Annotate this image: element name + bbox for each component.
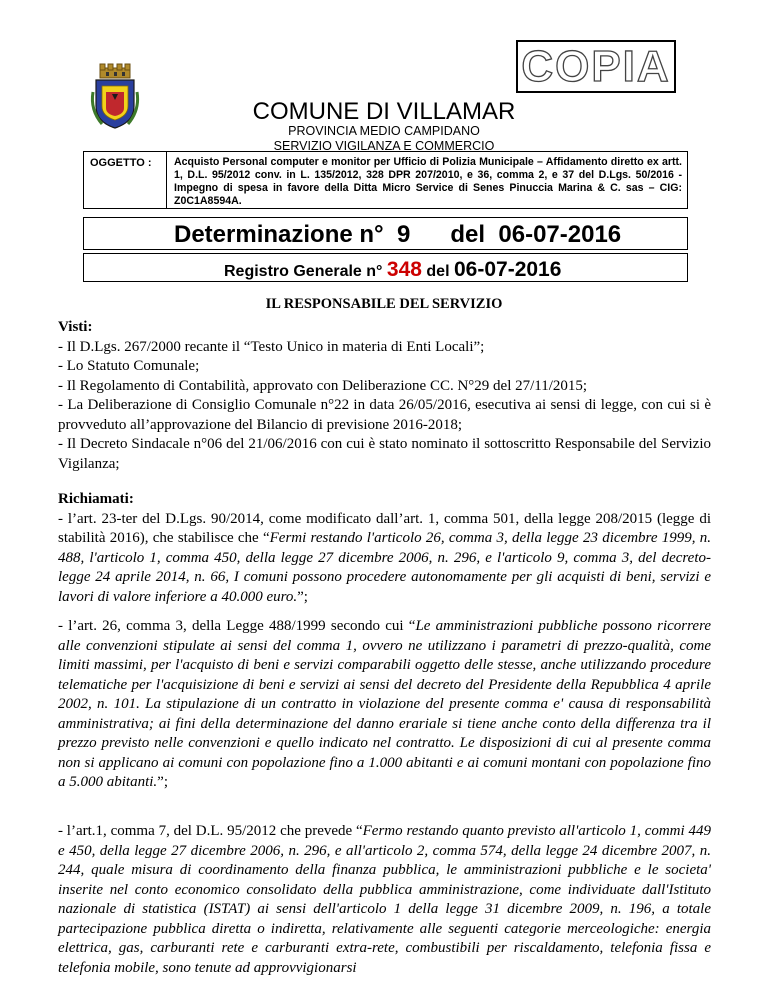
determinazione-box (83, 217, 688, 250)
copia-stamp-text: COPIA (521, 41, 671, 91)
visti-item: - Il D.Lgs. 267/2000 recante il “Testo Unico in materia di Enti Locali”; (58, 338, 485, 355)
determinazione-heading (174, 221, 621, 249)
oggetto-label: OGGETTO : (90, 157, 152, 169)
determinazione-date: 06-07-2016 (498, 221, 622, 248)
determinazione-del: del (450, 221, 486, 248)
registro-label: Registro Generale n° (224, 263, 383, 280)
determinazione-number: 9 (396, 221, 411, 248)
registro-number: 348 (386, 258, 422, 281)
p1-intro: - l’art. 23-ter del D.Lgs. 90/2014, come modificato dall’art. 1, comma 501, della legge 208/2015 (legge di stabilità 2016), che stabilisce che “ (58, 510, 711, 546)
p3-intro: - l’art.1, comma 7, del D.L. 95/2012 che prevede “ (58, 823, 363, 839)
p1-quote: Fermi restando l'articolo 26, comma 3, della legge 23 dicembre 1999, n. 488, l'articolo 1, comma 450, della legge 27 dicembre 2006, n. 296, e l'articolo 9, comma 3, del decreto-legge 24 aprile 2014, n. 66, I comuni possono procedere autonomamente per gli acquisti di beni, servizi e lavori di valore inferiore a 40.000 euro. (58, 530, 712, 605)
servizio-line: SERVIZIO VIGILANZA E COMMERCIO (273, 139, 495, 153)
oggetto-box (83, 151, 688, 209)
visti-item: - Il Regolamento di Contabilità, approvato con Deliberazione CC. N°29 del 27/11/2015; (58, 377, 588, 394)
registro-heading (224, 258, 561, 282)
oggetto-divider (166, 152, 167, 208)
p3-quote: Fermo restando quanto previsto all'articolo 1, commi 449 e 450, della legge 27 dicembre 2006, n. 296, e all'articolo 2, comma 574, della legge 24 dicembre 2007, n. 244, quale misura di coordinamento della finanza pubblica, le amministrazioni pubbliche e le societa' inserite nel conto economico consolidato della pubblica amministrazione, come individuate dall'Istituto nazionale di statistica (ISTAT) ai sensi dell'articolo 1 della legge 31 dicembre 2009, n. 196, a totale partecipazione pubblica diretta o indiretta, relativamente alle seguenti categorie merceologiche: energia elettrica, gas, carburanti rete e carburanti extra-rete, combustibili per riscaldamento, telefonia fissa e telefonia mobile, sono tenute ad approvvigionarsi (58, 823, 711, 976)
richiamati-section (58, 490, 711, 607)
comune-title: COMUNE DI VILLAMAR (252, 98, 516, 125)
p2-end: ”; (157, 774, 168, 790)
visti-label: Visti: (58, 319, 93, 335)
richiamati-paragraph-3 (58, 822, 711, 978)
section-title: IL RESPONSABILE DEL SERVIZIO (265, 296, 503, 312)
p1-end: ”; (297, 588, 308, 605)
header-subtitle (170, 124, 598, 154)
richiamati-paragraph-1 (58, 510, 711, 608)
provincia-line: PROVINCIA MEDIO CAMPIDANO (288, 124, 480, 138)
richiamati-paragraph-2 (58, 617, 711, 793)
visti-section (58, 318, 711, 474)
p2-quote: Le amministrazioni pubbliche possono ricorrere alle convenzioni stipulate ai sensi del comma 1, ovvero ne utilizzano i parametri di prezzo-qualità, come limiti massimi, per l'acquisto di beni e servizi comparabili oggetto delle stesse, anche utilizzando procedure telematiche per l'acquisizione di beni e servizi ai sensi del decreto del Presidente della Repubblica 4 aprile 2002, n. 101. La stipulazione di un contratto in violazione del presente comma e' causa di responsabilità amministrativa; ai fini della determinazione del danno erariale si tiene anche conto della differenza tra il prezzo previsto nelle convenzioni e quello indicato nel contratto. Le disposizioni di cui al presente comma non si applicano ai comuni con popolazione fino a 1.000 abitanti e ai comuni montani con popolazione fino a 5.000 abitanti. (58, 618, 712, 790)
richiamati-label: Richiamati: (58, 491, 134, 507)
registro-del: del (426, 263, 450, 280)
oggetto-text: Acquisto Personal computer e monitor per Ufficio di Polizia Municipale – Affidamento diretto ex artt. 1, D.L. 95/2012 conv. in L. 135/2012, 328 DPR 207/2010, e 36, comma 2, e 37 del D.Lgs. 50/2016 - Impegno di spesa in favore della Ditta Micro Service di Senes Pinuccia Marina & C. sas – CIG: Z0C1A8594A. (174, 156, 682, 207)
copia-stamp (516, 40, 676, 93)
visti-item: - Il Decreto Sindacale n°06 del 21/06/2016 con cui è stato nominato il sottoscritto Responsabile del Servizio Vigilanza; (58, 436, 711, 472)
p2-intro: - l’art. 26, comma 3, della Legge 488/1999 secondo cui “ (58, 618, 416, 634)
visti-item: - Lo Statuto Comunale; (58, 358, 200, 374)
registro-date: 06-07-2016 (453, 258, 562, 281)
municipal-crest-icon (88, 62, 142, 132)
registro-box (83, 253, 688, 282)
determinazione-label: Determinazione n° (174, 221, 384, 248)
visti-item: - La Deliberazione di Consiglio Comunale n°22 in data 26/05/2016, esecutiva ai sensi di legge, con cui si è provveduto all’approvazione del Bilancio di previsione 2016-2018; (58, 397, 711, 433)
